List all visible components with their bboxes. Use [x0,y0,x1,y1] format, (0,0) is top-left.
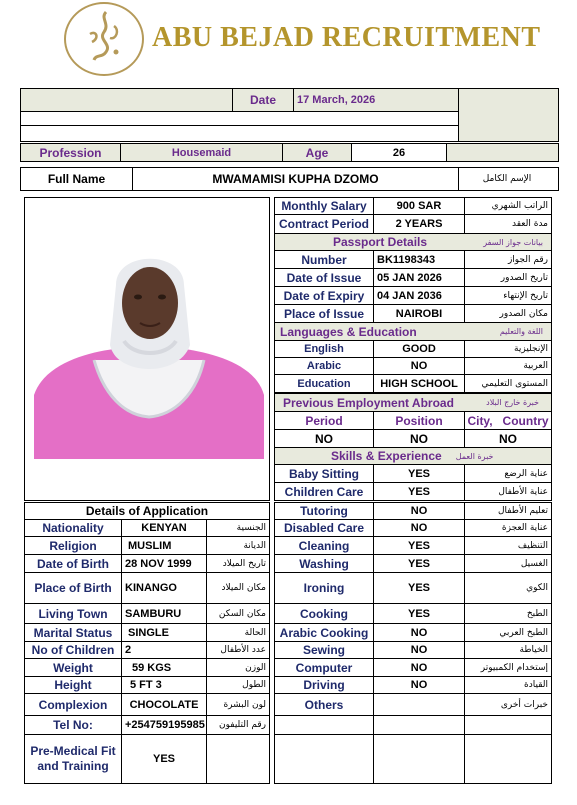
employment-period: NO [274,429,374,448]
passport-place-label: Place of Issue [274,304,374,323]
lang-english-value: GOOD [373,340,465,358]
application-title: Details of Application [24,502,270,520]
app-children-label: No of Children [24,641,122,659]
app-dob-label: Date of Birth [24,554,122,573]
app-weight-label: Weight [24,658,122,677]
age-value: 26 [351,143,447,162]
skill-disabled-care-ar: عناية العجزة [464,519,552,537]
skill-children-care-label: Children Care [274,482,374,501]
skill-computer-value: NO [373,658,465,677]
skill-computer-ar: إستخدام الكمبيوتر [464,658,552,677]
employment-col-country: City, Country [464,411,552,430]
skill-cleaning-ar: التنظيف [464,536,552,555]
skill-washing-value: YES [373,554,465,573]
education-label: Education [274,374,374,393]
contract-period-label: Contract Period [274,214,374,234]
skill-arabic-cooking-ar: الطبخ العربي [464,623,552,642]
skill-arabic-cooking-label: Arabic Cooking [274,623,374,642]
premed-value: YES [121,734,207,784]
app-dob-ar: تاريخ الميلاد [206,554,270,573]
app-marital-value: SINGLE [121,623,207,642]
employment-title: Previous Employment Abroad [283,395,454,410]
passport-issue-ar: تاريخ الصدور [464,268,552,287]
employment-section-header [274,393,552,412]
skill-ironing-value: YES [373,572,465,604]
skill-washing-ar: الغسيل [464,554,552,573]
passport-title-ar: بيانات جواز السفر [483,237,543,247]
app-religion-value: MUSLIM [121,536,207,555]
app-pob-ar: مكان الميلاد [206,572,270,604]
passport-number-value: BK1198343 [373,250,465,269]
passport-number-ar: رقم الجواز [464,250,552,269]
skills-title: Skills & Experience [331,449,442,463]
lang-arabic-ar: العربية [464,357,552,375]
skill-ironing-ar: الكوي [464,572,552,604]
app-height-ar: الطول [206,676,270,694]
app-children-value: 2 [121,641,207,659]
passport-issue-label: Date of Issue [274,268,374,287]
education-value: HIGH SCHOOL [373,374,465,393]
passport-title: Passport Details [333,235,428,249]
profession-label: Profession [20,143,121,162]
languages-section-header [274,322,552,341]
passport-section-header [274,233,552,251]
blank-cell-right-1 [274,715,374,735]
full-name-label: Full Name [20,167,133,191]
app-marital-ar: الحالة [206,623,270,642]
age-label: Age [282,143,352,162]
blank-bottom-right-3 [464,734,552,784]
salary-label: Monthly Salary [274,197,374,215]
skill-others-value [373,693,465,716]
languages-title: Languages & Education [280,324,417,339]
app-living-town-value: SAMBURU [121,603,207,624]
education-ar: المستوى التعليمي [464,374,552,393]
app-religion-ar: الديانة [206,536,270,555]
lang-english-label: English [274,340,374,358]
skill-baby-sitting-label: Baby Sitting [274,464,374,483]
lang-arabic-value: NO [373,357,465,375]
passport-expiry-ar: تاريخ الإنتهاء [464,286,552,305]
skill-disabled-care-value: NO [373,519,465,537]
date-value: 17 March, 2026 [293,88,459,112]
premed-label [24,734,122,784]
app-nationality-value: KENYAN [121,519,207,537]
brand-name: ABU BEJAD RECRUITMENT [152,22,541,53]
languages-title-ar: اللغة والتعليم [499,327,543,336]
skill-cooking-value: YES [373,603,465,624]
app-complexion-label: Complexion [24,693,122,716]
skill-cleaning-value: YES [373,536,465,555]
employment-position: NO [373,429,465,448]
full-name-value: MWAMAMISI KUPHA DZOMO [132,167,459,191]
passport-number-label: Number [274,250,374,269]
contract-period-ar: مدة العقد [464,214,552,234]
premed-label-text: Pre-Medical Fit and Training [30,744,116,773]
app-complexion-ar: لون البشرة [206,693,270,716]
skill-computer-label: Computer [274,658,374,677]
employment-title-ar: خبرة خارج البلاد [486,398,539,407]
app-living-town-label: Living Town [24,603,122,624]
applicant-photo [34,245,264,459]
date-label: Date [232,88,294,112]
employment-col-position: Position [373,411,465,430]
premed-blank [206,734,270,784]
blank-bottom-right-1 [274,734,374,784]
skill-sewing-label: Sewing [274,641,374,659]
skill-baby-sitting-ar: عناية الرضع [464,464,552,483]
skill-tutoring-value: NO [373,502,465,520]
skill-washing-label: Washing [274,554,374,573]
lang-arabic-label: Arabic [274,357,374,375]
app-pob-value: KINANGO [121,572,207,604]
app-tel-value: +254759195985 [121,715,207,735]
skill-sewing-ar: الخياطة [464,641,552,659]
passport-place-value: NAIROBI [373,304,465,323]
app-nationality-label: Nationality [24,519,122,537]
skill-disabled-care-label: Disabled Care [274,519,374,537]
date-blank-right [458,88,559,142]
app-tel-ar: رقم التليفون [206,715,270,735]
skill-driving-label: Driving [274,676,374,694]
skill-children-care-value: YES [373,482,465,501]
app-pob-label: Place of Birth [24,572,122,604]
skills-section-header [274,447,552,465]
app-height-value: 5 FT 3 [121,676,207,694]
app-weight-ar: الوزن [206,658,270,677]
app-living-town-ar: مكان السكن [206,603,270,624]
contract-period-value: 2 YEARS [373,214,465,234]
salary-ar: الراتب الشهري [464,197,552,215]
blank-bottom-right-2 [373,734,465,784]
full-name-ar: الإسم الكامل [458,167,559,191]
skill-arabic-cooking-value: NO [373,623,465,642]
passport-expiry-label: Date of Expiry [274,286,374,305]
skill-children-care-ar: عناية الأطفال [464,482,552,501]
passport-issue-value: 05 JAN 2026 [373,268,465,287]
app-height-label: Height [24,676,122,694]
skill-cooking-ar: الطبخ [464,603,552,624]
skill-sewing-value: NO [373,641,465,659]
skill-others-ar: خبرات أخرى [464,693,552,716]
app-religion-label: Religion [24,536,122,555]
age-blank [446,143,559,162]
app-tel-label: Tel No: [24,715,122,735]
skill-tutoring-label: Tutoring [274,502,374,520]
employment-country: NO [464,429,552,448]
app-complexion-value: CHOCOLATE [121,693,207,716]
skill-others-label: Others [274,693,374,716]
skill-tutoring-ar: تعليم الأطفال [464,502,552,520]
salary-value: 900 SAR [373,197,465,215]
app-dob-value: 28 NOV 1999 [121,554,207,573]
passport-expiry-value: 04 JAN 2036 [373,286,465,305]
employment-col-period: Period [274,411,374,430]
skill-baby-sitting-value: YES [373,464,465,483]
skill-driving-value: NO [373,676,465,694]
passport-place-ar: مكان الصدور [464,304,552,323]
lang-english-ar: الإنجليزية [464,340,552,358]
profession-value: Housemaid [120,143,283,162]
skill-ironing-label: Ironing [274,572,374,604]
blank-cell-right-2 [373,715,465,735]
app-weight-value: 59 KGS [121,658,207,677]
blank-row-1 [20,111,459,126]
blank-cell-right-3 [464,715,552,735]
skill-cooking-label: Cooking [274,603,374,624]
app-children-ar: عدد الأطفال [206,641,270,659]
skill-cleaning-label: Cleaning [274,536,374,555]
date-blank-left [20,88,233,112]
blank-row-2 [20,125,459,142]
skill-driving-ar: القيادة [464,676,552,694]
app-marital-label: Marital Status [24,623,122,642]
calligraphy-logo-icon [64,2,144,76]
skills-title-ar: خبرة العمل [455,451,494,461]
app-nationality-ar: الجنسية [206,519,270,537]
